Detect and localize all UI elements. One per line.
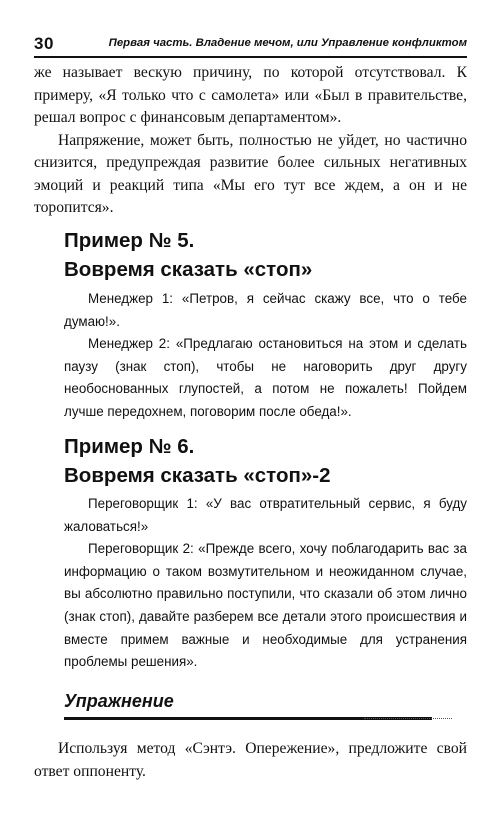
dialog-line: Переговорщик 2: «Прежде всего, хочу поблагодарить вас за информацию о таком возмутительном и неожиданном случае, вы абсолютно правильно поступили, что сказали об этом лично (знак стоп), давайте разберем все детали этого происшествия и вместе примем важные и необходимые для устранения проблемы решения». (64, 541, 467, 670)
intro-paragraph: Напряжение, может быть, полностью не уйдет, но частично снизится, предупреждая развитие более сильных негативных эмоций и реакций типа «Мы его тут все ждем, а он и не торопится». (34, 131, 467, 216)
example-6-dialog (64, 493, 467, 674)
header-rule (34, 56, 467, 58)
example-5-dialog (64, 288, 467, 424)
exercise-text: Используя метод «Сэнтэ. Опережение», предложите свой ответ оппоненту. (34, 740, 467, 780)
exercise-title: Упражнение (64, 691, 174, 711)
running-header: Первая часть. Владение мечом, или Управление конфликтом (108, 37, 467, 49)
example-5-heading (64, 226, 312, 284)
example-6-title-line: Вовремя сказать «стоп»-2 (64, 464, 331, 487)
dialog-line: Переговорщик 1: «У вас отвратительный сервис, я буду жаловаться!» (64, 496, 467, 534)
intro-paragraph: же называет вескую причину, по которой отсутствовал. К примеру, «Я только что с самолета» или «Был в правительстве, решал вопрос с финансовым департаментом». (34, 64, 467, 126)
page-number: 30 (34, 34, 54, 53)
example-5-title-line: Пример № 5. (64, 229, 195, 252)
example-6-heading (64, 432, 330, 490)
example-6-title-line: Пример № 6. (64, 435, 195, 458)
intro-text (34, 62, 467, 220)
dialog-line: Менеджер 1: «Петров, я сейчас скажу все, что о тебе думаю!». (64, 291, 467, 329)
exercise-text-block (34, 738, 467, 783)
example-5-title-line: Вовремя сказать «стоп» (64, 258, 313, 281)
exercise-rule (64, 717, 432, 720)
dialog-line: Менеджер 2: «Предлагаю остановиться на этом и сделать паузу (знак стоп), чтобы не наговорить друг другу необоснованных глупостей, а потом не пожалеть! Пойдем лучше передохнем, поговорим после обеда!». (64, 336, 467, 419)
